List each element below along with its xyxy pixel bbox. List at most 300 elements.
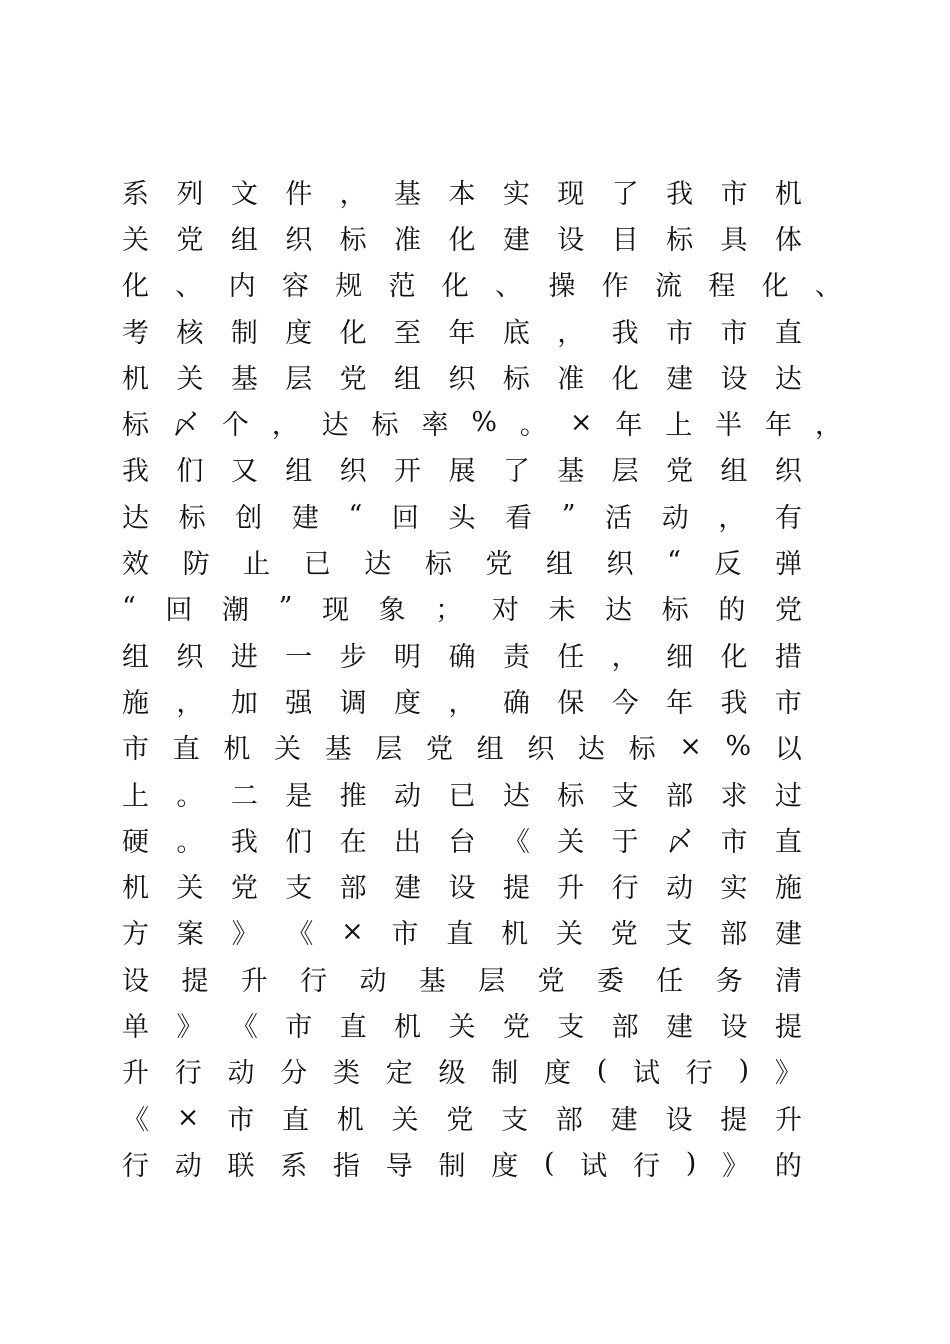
text-char: 党 (610, 919, 638, 951)
text-char: 规 (335, 271, 363, 303)
text-char: 、 (495, 271, 523, 303)
text-char: 升 (240, 965, 268, 997)
text-char: 标 (122, 410, 149, 442)
text-char: 行 (685, 1058, 713, 1090)
text-char: 标 (557, 780, 585, 812)
text-char: 市 (391, 919, 419, 951)
text-char: 关 (555, 919, 583, 951)
text-line (122, 1094, 802, 1140)
text-char: 支 (611, 780, 639, 812)
text-char: 行 (611, 873, 639, 905)
text-char: 。 (176, 780, 204, 812)
text-char: 导 (385, 1150, 413, 1182)
text-char: 。 (519, 410, 547, 442)
text-char: 建 (666, 1011, 694, 1043)
text-char: 制 (438, 1150, 466, 1182)
text-char: 动 (661, 502, 689, 534)
text-char: 调 (339, 687, 367, 719)
text-char: 案 (176, 919, 204, 951)
text-line (122, 724, 802, 770)
text-line (122, 1140, 802, 1186)
text-char: 我 (230, 826, 258, 858)
text-char: 织 (527, 734, 555, 766)
text-char: 有 (774, 502, 802, 534)
text-char: 《 (122, 1104, 149, 1136)
text-char: 化 (441, 271, 469, 303)
text-char: 文 (230, 178, 258, 210)
text-char: 动 (394, 780, 422, 812)
text-char: 层 (375, 734, 403, 766)
text-char: 党 (774, 595, 802, 627)
text-char: 标 (178, 502, 206, 534)
text-char: 制 (230, 317, 258, 349)
text-line (122, 585, 802, 631)
text-char: 行 (300, 965, 328, 997)
text-line (122, 307, 802, 353)
text-char: ” (278, 592, 293, 624)
text-char: 提 (720, 1104, 748, 1136)
text-char: 基 (418, 965, 446, 997)
text-char: 组 (476, 734, 504, 766)
text-char: 度 (285, 317, 313, 349)
text-char: 底 (502, 317, 530, 349)
text-char: 们 (285, 826, 313, 858)
text-char: 标 (371, 410, 399, 442)
text-char: 制 (491, 1058, 519, 1090)
text-char: 们 (176, 456, 204, 488)
text-char: 党 (485, 549, 513, 581)
text-char: 委 (596, 965, 624, 997)
text-char: 市 (774, 687, 802, 719)
text-char: 行 (122, 1150, 149, 1182)
text-char: 织 (774, 456, 802, 488)
text-char: 硬 (122, 826, 149, 858)
text-char: 党 (339, 363, 367, 395)
text-char: 设 (720, 1011, 748, 1043)
text-char: 求 (720, 780, 748, 812)
text-char: 活 (605, 502, 633, 534)
text-char: % (471, 407, 497, 439)
text-char: 目 (611, 224, 639, 256)
text-char: 建 (775, 919, 802, 951)
text-char: 行 (633, 1150, 661, 1182)
text-char: 部 (720, 919, 748, 951)
text-char: 年 (666, 687, 694, 719)
text-char: × (679, 731, 702, 763)
text-char: 回 (391, 502, 419, 534)
text-line (122, 631, 802, 677)
text-line (122, 1048, 802, 1094)
text-char: 步 (339, 641, 367, 673)
text-char: 范 (388, 271, 416, 303)
text-char: 现 (557, 178, 585, 210)
text-line (122, 538, 802, 584)
text-char: 组 (285, 456, 313, 488)
text-char: 机 (122, 363, 149, 395)
text-line (122, 168, 802, 214)
text-char: 个 (221, 410, 249, 442)
text-line (122, 353, 802, 399)
text-char: 强 (285, 687, 313, 719)
text-line (122, 816, 802, 862)
text-char: 至 (394, 317, 422, 349)
text-char: 标 (424, 549, 452, 581)
text-char: 措 (774, 641, 802, 673)
text-line (122, 446, 802, 492)
text-char: 直 (172, 734, 200, 766)
text-char: 升 (122, 1058, 149, 1090)
text-char: 机 (774, 178, 802, 210)
text-char: 加 (230, 687, 258, 719)
text-char: 关 (273, 734, 301, 766)
text-char: 件 (285, 178, 313, 210)
text-char: 流 (654, 271, 682, 303)
text-char: 对 (491, 595, 519, 627)
text-char: 支 (665, 919, 693, 951)
text-char: 动 (174, 1150, 202, 1182)
text-char: 化 (611, 363, 639, 395)
text-char: 支 (285, 873, 313, 905)
text-char: 部 (555, 1104, 583, 1136)
text-char: × (341, 916, 364, 948)
text-char: 了 (611, 178, 639, 210)
text-char: 直 (281, 1104, 309, 1136)
text-char: 实 (720, 873, 748, 905)
text-char: 党 (176, 224, 204, 256)
text-char: 率 (421, 410, 449, 442)
text-line (122, 677, 802, 723)
text-char: 化 (720, 641, 748, 673)
text-char: 市 (720, 317, 748, 349)
text-char: 动 (666, 873, 694, 905)
text-char: 的 (774, 1150, 802, 1182)
text-char: 织 (448, 363, 476, 395)
text-char: 机 (501, 919, 529, 951)
text-line (122, 492, 802, 538)
text-char: 党 (502, 1011, 530, 1043)
text-char: 度 (544, 1058, 571, 1090)
text-char: 化 (339, 317, 367, 349)
text-char: 化 (122, 271, 149, 303)
text-char: 市 (285, 1011, 313, 1043)
text-char: 直 (446, 919, 474, 951)
text-char: 指 (333, 1150, 360, 1182)
text-char: ， (176, 687, 204, 719)
text-char: 系 (122, 178, 149, 210)
text-char: 《 (502, 826, 530, 858)
text-char: 年 (448, 317, 476, 349)
text-char: × (176, 1101, 200, 1133)
text-char: 组 (230, 224, 258, 256)
text-char: 支 (501, 1104, 529, 1136)
text-char: 支 (557, 1011, 585, 1043)
text-char: 层 (285, 363, 313, 395)
text-char: 机 (122, 873, 149, 905)
text-char: ) (685, 1147, 697, 1179)
text-char: 标 (502, 363, 530, 395)
text-char: ； (435, 595, 463, 627)
text-char: 《 (230, 1011, 258, 1043)
text-char: 我 (720, 687, 748, 719)
text-char: 我 (611, 317, 639, 349)
text-char: 关 (557, 826, 585, 858)
text-char: 织 (285, 224, 313, 256)
text-char: 准 (394, 224, 422, 256)
text-char: 建 (291, 502, 319, 534)
text-char: 标 (628, 734, 656, 766)
text-char: 升 (557, 873, 585, 905)
text-char: 提 (502, 873, 530, 905)
text-char: 展 (448, 456, 476, 488)
text-char: 党 (425, 734, 453, 766)
text-char: 回 (165, 595, 193, 627)
text-char: 内 (228, 271, 256, 303)
text-char: 》 (774, 1058, 802, 1090)
text-char: 系 (280, 1150, 308, 1182)
text-char: 》 (231, 919, 259, 951)
text-char: 考 (122, 317, 149, 349)
text-char: 潮 (222, 595, 250, 627)
text-char: 达 (605, 595, 633, 627)
text-char: 弹 (775, 549, 802, 581)
text-char: 程 (708, 271, 736, 303)
text-char: 看 (505, 502, 533, 534)
text-char: 《 (286, 919, 314, 951)
text-char: 保 (557, 687, 585, 719)
text-char: × (569, 407, 593, 439)
text-char: 》 (722, 1150, 750, 1182)
text-char: 基 (230, 363, 258, 395)
text-char: 达 (364, 549, 392, 581)
text-char: 一 (285, 641, 313, 673)
text-char: 》 (176, 1011, 204, 1043)
text-char: ， (814, 410, 842, 442)
text-char: 清 (774, 965, 802, 997)
text-line (122, 214, 802, 260)
text-line (122, 955, 802, 1001)
body-text (122, 168, 842, 1187)
text-char: 关 (176, 873, 204, 905)
text-char: 达 (502, 780, 530, 812)
text-char: 上 (665, 410, 693, 442)
text-char: 台 (448, 826, 476, 858)
text-char: 上 (122, 780, 149, 812)
text-char: “ (667, 546, 681, 578)
text-char: ( (596, 1055, 608, 1087)
text-char: 于 (611, 826, 639, 858)
text-char: 织 (339, 456, 367, 488)
text-char: 织 (176, 641, 204, 673)
text-char: 关 (176, 363, 204, 395)
text-char: ” (561, 499, 576, 531)
text-char: 单 (122, 1011, 149, 1043)
text-char: 的 (718, 595, 746, 627)
text-char: 设 (720, 363, 748, 395)
text-char: 任 (656, 965, 684, 997)
text-char: 标 (661, 595, 689, 627)
text-char: 头 (448, 502, 476, 534)
text-char: 部 (339, 873, 367, 905)
text-char: 过 (774, 780, 802, 812)
text-char: 部 (611, 1011, 639, 1043)
text-char: 半 (715, 410, 743, 442)
text-char: 细 (666, 641, 694, 673)
text-char: 施 (122, 687, 149, 719)
text-char: 准 (557, 363, 585, 395)
text-char: 关 (391, 1104, 419, 1136)
text-char: 组 (545, 549, 573, 581)
text-char: 动 (359, 965, 387, 997)
text-char: 直 (339, 1011, 367, 1043)
text-char: 市 (666, 317, 694, 349)
text-char: % (725, 731, 752, 763)
text-char: ， (611, 641, 639, 673)
text-char: 作 (601, 271, 629, 303)
text-char: 设 (122, 965, 149, 997)
text-char: 标 (339, 224, 367, 256)
text-char: 部 (666, 780, 694, 812)
text-char: 年 (615, 410, 643, 442)
text-char: “ (348, 499, 363, 531)
text-char: 设 (448, 873, 476, 905)
text-char: 反 (714, 549, 742, 581)
text-line (122, 399, 842, 445)
text-char: 直 (774, 317, 802, 349)
text-char: 具 (720, 224, 748, 256)
text-char: 象 (378, 595, 406, 627)
text-char: 〆 (171, 410, 199, 442)
text-char: 、 (814, 271, 842, 303)
text-char: 未 (548, 595, 576, 627)
text-char: ( (544, 1147, 555, 1179)
text-char: ， (448, 687, 476, 719)
text-char: 、 (175, 271, 203, 303)
text-char: 已 (303, 549, 331, 581)
text-char: 关 (448, 1011, 476, 1043)
text-char: 机 (223, 734, 251, 766)
text-line (122, 862, 802, 908)
text-char: 定 (385, 1058, 413, 1090)
text-char: 度 (394, 687, 422, 719)
text-char: 试 (633, 1058, 661, 1090)
text-char: 达 (321, 410, 349, 442)
text-char: 任 (557, 641, 585, 673)
text-char: 层 (611, 456, 639, 488)
text-char: 行 (174, 1058, 202, 1090)
text-char: 机 (394, 1011, 422, 1043)
text-char: 防 (182, 549, 210, 581)
text-char: 达 (122, 502, 149, 534)
text-char: 标 (666, 224, 694, 256)
text-char: 关 (122, 224, 149, 256)
text-char: ， (557, 317, 585, 349)
text-char: 核 (176, 317, 204, 349)
text-char: 市 (720, 826, 748, 858)
text-char: 本 (448, 178, 476, 210)
text-char: 达 (577, 734, 605, 766)
text-char: 二 (230, 780, 258, 812)
text-char: 现 (322, 595, 350, 627)
text-char: 效 (122, 549, 149, 581)
text-char: ) (738, 1055, 750, 1087)
text-char: 确 (448, 641, 476, 673)
text-char: 操 (548, 271, 576, 303)
text-line (122, 770, 802, 816)
text-char: 止 (243, 549, 271, 581)
text-char: 度 (491, 1150, 519, 1182)
text-char: 责 (502, 641, 530, 673)
text-char: 容 (281, 271, 309, 303)
text-char: 已 (448, 780, 476, 812)
text-char: 明 (394, 641, 422, 673)
text-char: 达 (774, 363, 802, 395)
text-char: 开 (394, 456, 422, 488)
text-char: 党 (230, 873, 258, 905)
text-char: 基 (394, 178, 422, 210)
text-char: 组 (122, 641, 149, 673)
text-char: 直 (774, 826, 802, 858)
text-char: 建 (610, 1104, 638, 1136)
text-char: 我 (666, 178, 694, 210)
text-char: 化 (448, 224, 476, 256)
text-char: 党 (537, 965, 565, 997)
text-char: 今 (611, 687, 639, 719)
text-char: 市 (720, 178, 748, 210)
text-char: 又 (230, 456, 258, 488)
text-char: 设 (557, 224, 585, 256)
text-char: 基 (324, 734, 352, 766)
text-char: 机 (336, 1104, 364, 1136)
text-char: ， (339, 178, 367, 210)
text-char: 分 (280, 1058, 308, 1090)
text-char: 党 (666, 456, 694, 488)
text-char: 列 (176, 178, 204, 210)
text-char: 提 (181, 965, 209, 997)
text-char: 创 (235, 502, 263, 534)
text-char: 化 (761, 271, 789, 303)
text-char: 年 (765, 410, 793, 442)
text-char: 党 (446, 1104, 474, 1136)
text-line (122, 909, 802, 955)
text-char: 施 (774, 873, 802, 905)
text-char: 实 (502, 178, 530, 210)
text-char: 市 (122, 734, 149, 766)
text-char: “ (122, 592, 136, 624)
text-char: 试 (580, 1150, 608, 1182)
text-char: 类 (333, 1058, 360, 1090)
text-char: 体 (774, 224, 802, 256)
text-char: 建 (502, 224, 530, 256)
text-char: 织 (606, 549, 634, 581)
text-char: 动 (227, 1058, 255, 1090)
text-char: 我 (122, 456, 149, 488)
text-char: 〆 (666, 826, 694, 858)
text-char: 务 (715, 965, 743, 997)
text-char: 在 (339, 826, 367, 858)
text-char: 建 (394, 873, 422, 905)
text-char: 级 (438, 1058, 466, 1090)
text-line (122, 261, 842, 307)
text-char: 是 (285, 780, 313, 812)
text-char: 提 (774, 1011, 802, 1043)
text-line (122, 1001, 802, 1047)
text-char: 层 (478, 965, 506, 997)
text-char: 升 (775, 1104, 802, 1136)
text-char: 设 (665, 1104, 693, 1136)
text-char: 确 (502, 687, 530, 719)
text-char: 基 (557, 456, 585, 488)
text-char: 了 (502, 456, 530, 488)
